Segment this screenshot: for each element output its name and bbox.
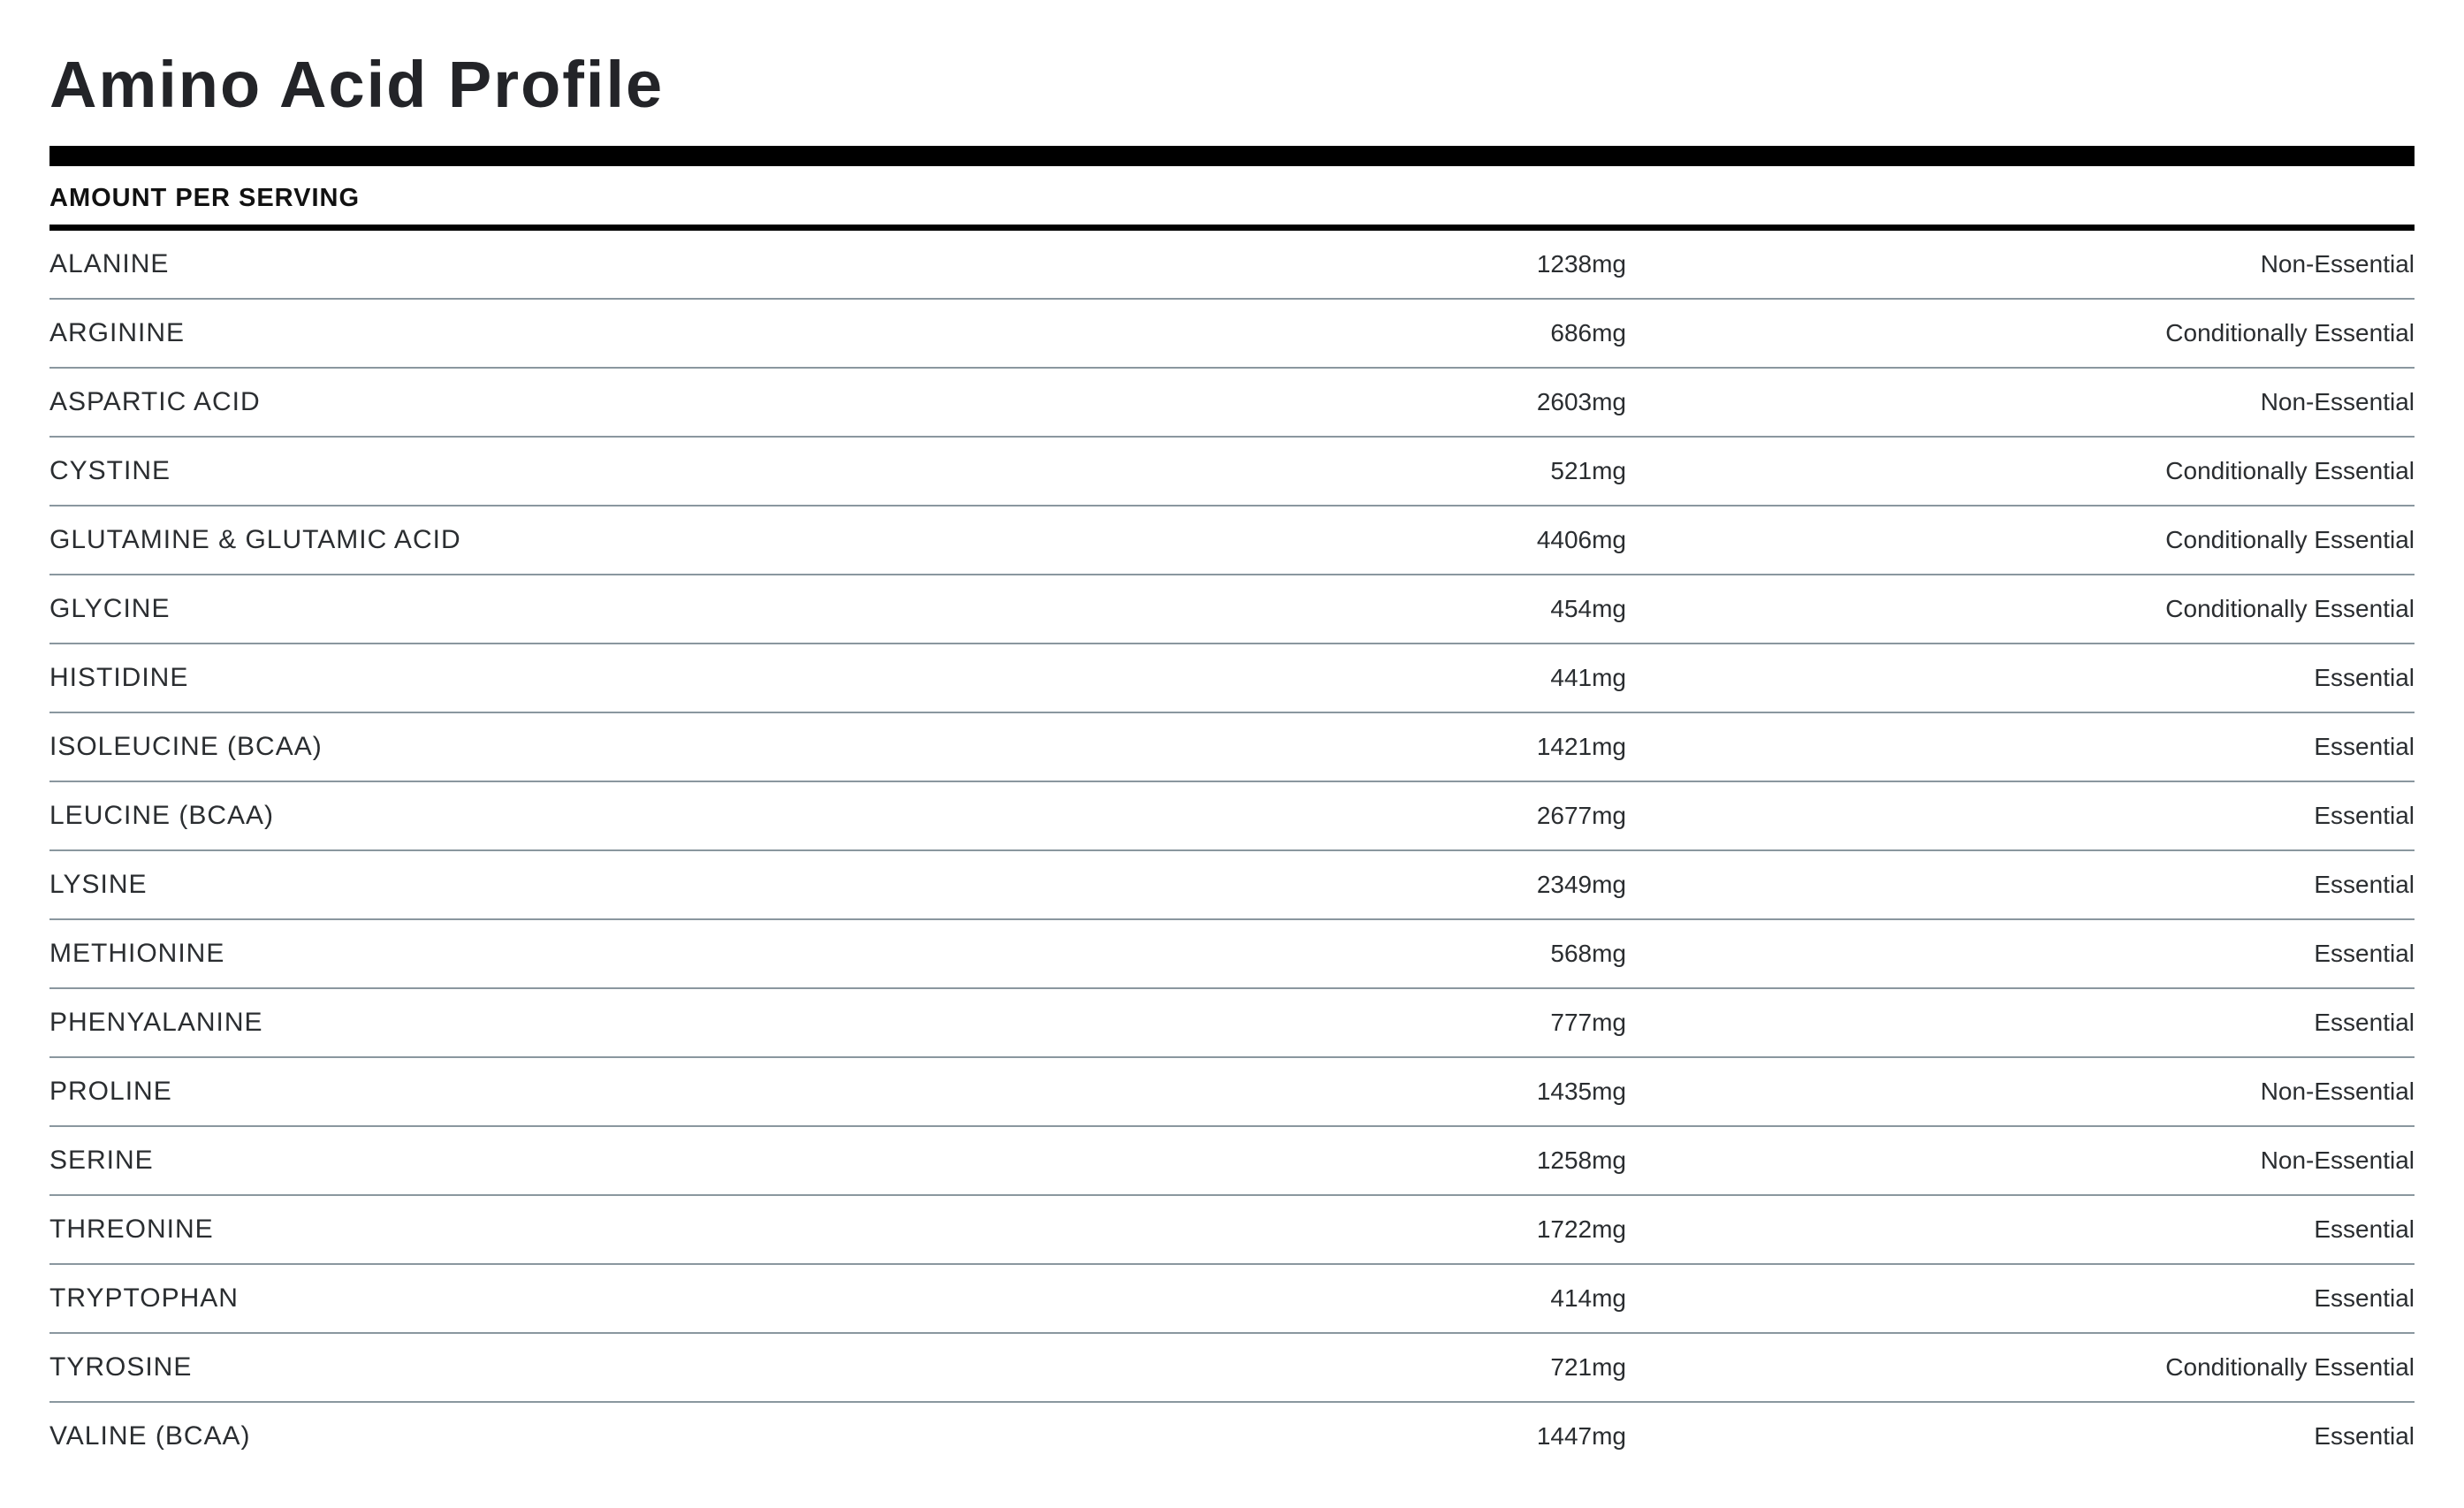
amino-acid-name: GLUTAMINE & GLUTAMIC ACID <box>49 525 461 554</box>
amino-acid-amount: 454mg <box>1550 595 1626 622</box>
amino-acid-name: VALINE (BCAA) <box>49 1421 251 1451</box>
amino-acid-classification: Conditionally Essential <box>2165 457 2415 484</box>
table-row <box>49 506 2415 575</box>
amino-acid-classification: Essential <box>2314 1009 2415 1036</box>
table-row <box>49 1403 2415 1470</box>
amino-acid-amount: 568mg <box>1550 940 1626 967</box>
amino-acid-amount: 1258mg <box>1536 1146 1626 1174</box>
table-row <box>49 989 2415 1058</box>
amino-acid-classification: Non-Essential <box>2260 1146 2415 1174</box>
amino-acid-classification: Non-Essential <box>2260 250 2415 278</box>
amount-per-serving-header: AMOUNT PER SERVING <box>49 184 361 212</box>
table-row <box>49 851 2415 920</box>
amino-acid-name: TYROSINE <box>49 1352 193 1382</box>
amino-acid-name: HISTIDINE <box>49 663 189 692</box>
amino-acid-name: TRYPTOPHAN <box>49 1283 239 1313</box>
amino-acid-classification: Conditionally Essential <box>2165 319 2415 347</box>
table-row <box>49 1334 2415 1403</box>
table-row <box>49 438 2415 506</box>
amino-acid-name: CYSTINE <box>49 456 171 485</box>
top-divider <box>49 146 2415 166</box>
amino-acid-classification: Essential <box>2314 1422 2415 1450</box>
amino-acid-name: LEUCINE (BCAA) <box>49 801 275 830</box>
amino-acid-amount: 414mg <box>1550 1284 1626 1312</box>
amino-acid-name: LYSINE <box>49 870 148 899</box>
amino-acid-amount: 4406mg <box>1536 526 1626 553</box>
table-row <box>49 713 2415 782</box>
amino-acid-name: PHENYALANINE <box>49 1008 263 1037</box>
amino-acid-amount: 777mg <box>1550 1009 1626 1036</box>
table-row <box>49 369 2415 438</box>
amino-acid-amount: 521mg <box>1550 457 1626 484</box>
amino-acid-classification: Essential <box>2314 940 2415 967</box>
amino-acid-table <box>49 231 2415 1470</box>
amino-acid-classification: Non-Essential <box>2260 1078 2415 1105</box>
amino-acid-classification: Conditionally Essential <box>2165 595 2415 622</box>
amino-acid-amount: 2677mg <box>1536 802 1626 829</box>
table-row <box>49 644 2415 713</box>
table-row <box>49 1127 2415 1196</box>
amino-acid-name: THREONINE <box>49 1215 214 1244</box>
table-row <box>49 782 2415 851</box>
amino-acid-name: ISOLEUCINE (BCAA) <box>49 732 323 761</box>
amino-acid-amount: 1722mg <box>1536 1215 1626 1243</box>
amino-acid-classification: Non-Essential <box>2260 388 2415 415</box>
amino-acid-amount: 441mg <box>1550 664 1626 691</box>
amino-acid-amount: 2349mg <box>1536 871 1626 898</box>
amino-acid-name: GLYCINE <box>49 594 171 623</box>
amino-acid-profile-panel <box>49 0 2415 1451</box>
table-row <box>49 1196 2415 1265</box>
amino-acid-classification: Essential <box>2314 802 2415 829</box>
amino-acid-name: ARGININE <box>49 318 186 347</box>
table-row <box>49 300 2415 369</box>
table-row <box>49 1058 2415 1127</box>
amino-acid-name: METHIONINE <box>49 939 225 968</box>
amino-acid-classification: Essential <box>2314 871 2415 898</box>
amino-acid-classification: Conditionally Essential <box>2165 526 2415 553</box>
amino-acid-name: PROLINE <box>49 1077 172 1106</box>
amino-acid-amount: 1447mg <box>1536 1422 1626 1450</box>
amino-acid-classification: Essential <box>2314 1284 2415 1312</box>
amino-acid-classification: Conditionally Essential <box>2165 1353 2415 1381</box>
amino-acid-name: ASPARTIC ACID <box>49 387 261 416</box>
amino-acid-classification: Essential <box>2314 1215 2415 1243</box>
table-row <box>49 1265 2415 1334</box>
amino-acid-amount: 1421mg <box>1536 733 1626 760</box>
amino-acid-classification: Essential <box>2314 664 2415 691</box>
table-row <box>49 575 2415 644</box>
table-row <box>49 920 2415 989</box>
amino-acid-amount: 686mg <box>1550 319 1626 347</box>
amino-acid-amount: 2603mg <box>1536 388 1626 415</box>
amino-acid-amount: 1238mg <box>1536 250 1626 278</box>
header-divider <box>49 225 2415 231</box>
amino-acid-classification: Essential <box>2314 733 2415 760</box>
amino-acid-amount: 721mg <box>1550 1353 1626 1381</box>
table-row <box>49 231 2415 300</box>
amino-acid-amount: 1435mg <box>1536 1078 1626 1105</box>
amino-acid-name: SERINE <box>49 1146 154 1175</box>
amino-acid-name: ALANINE <box>49 249 170 278</box>
page-title: Amino Acid Profile <box>49 48 665 121</box>
